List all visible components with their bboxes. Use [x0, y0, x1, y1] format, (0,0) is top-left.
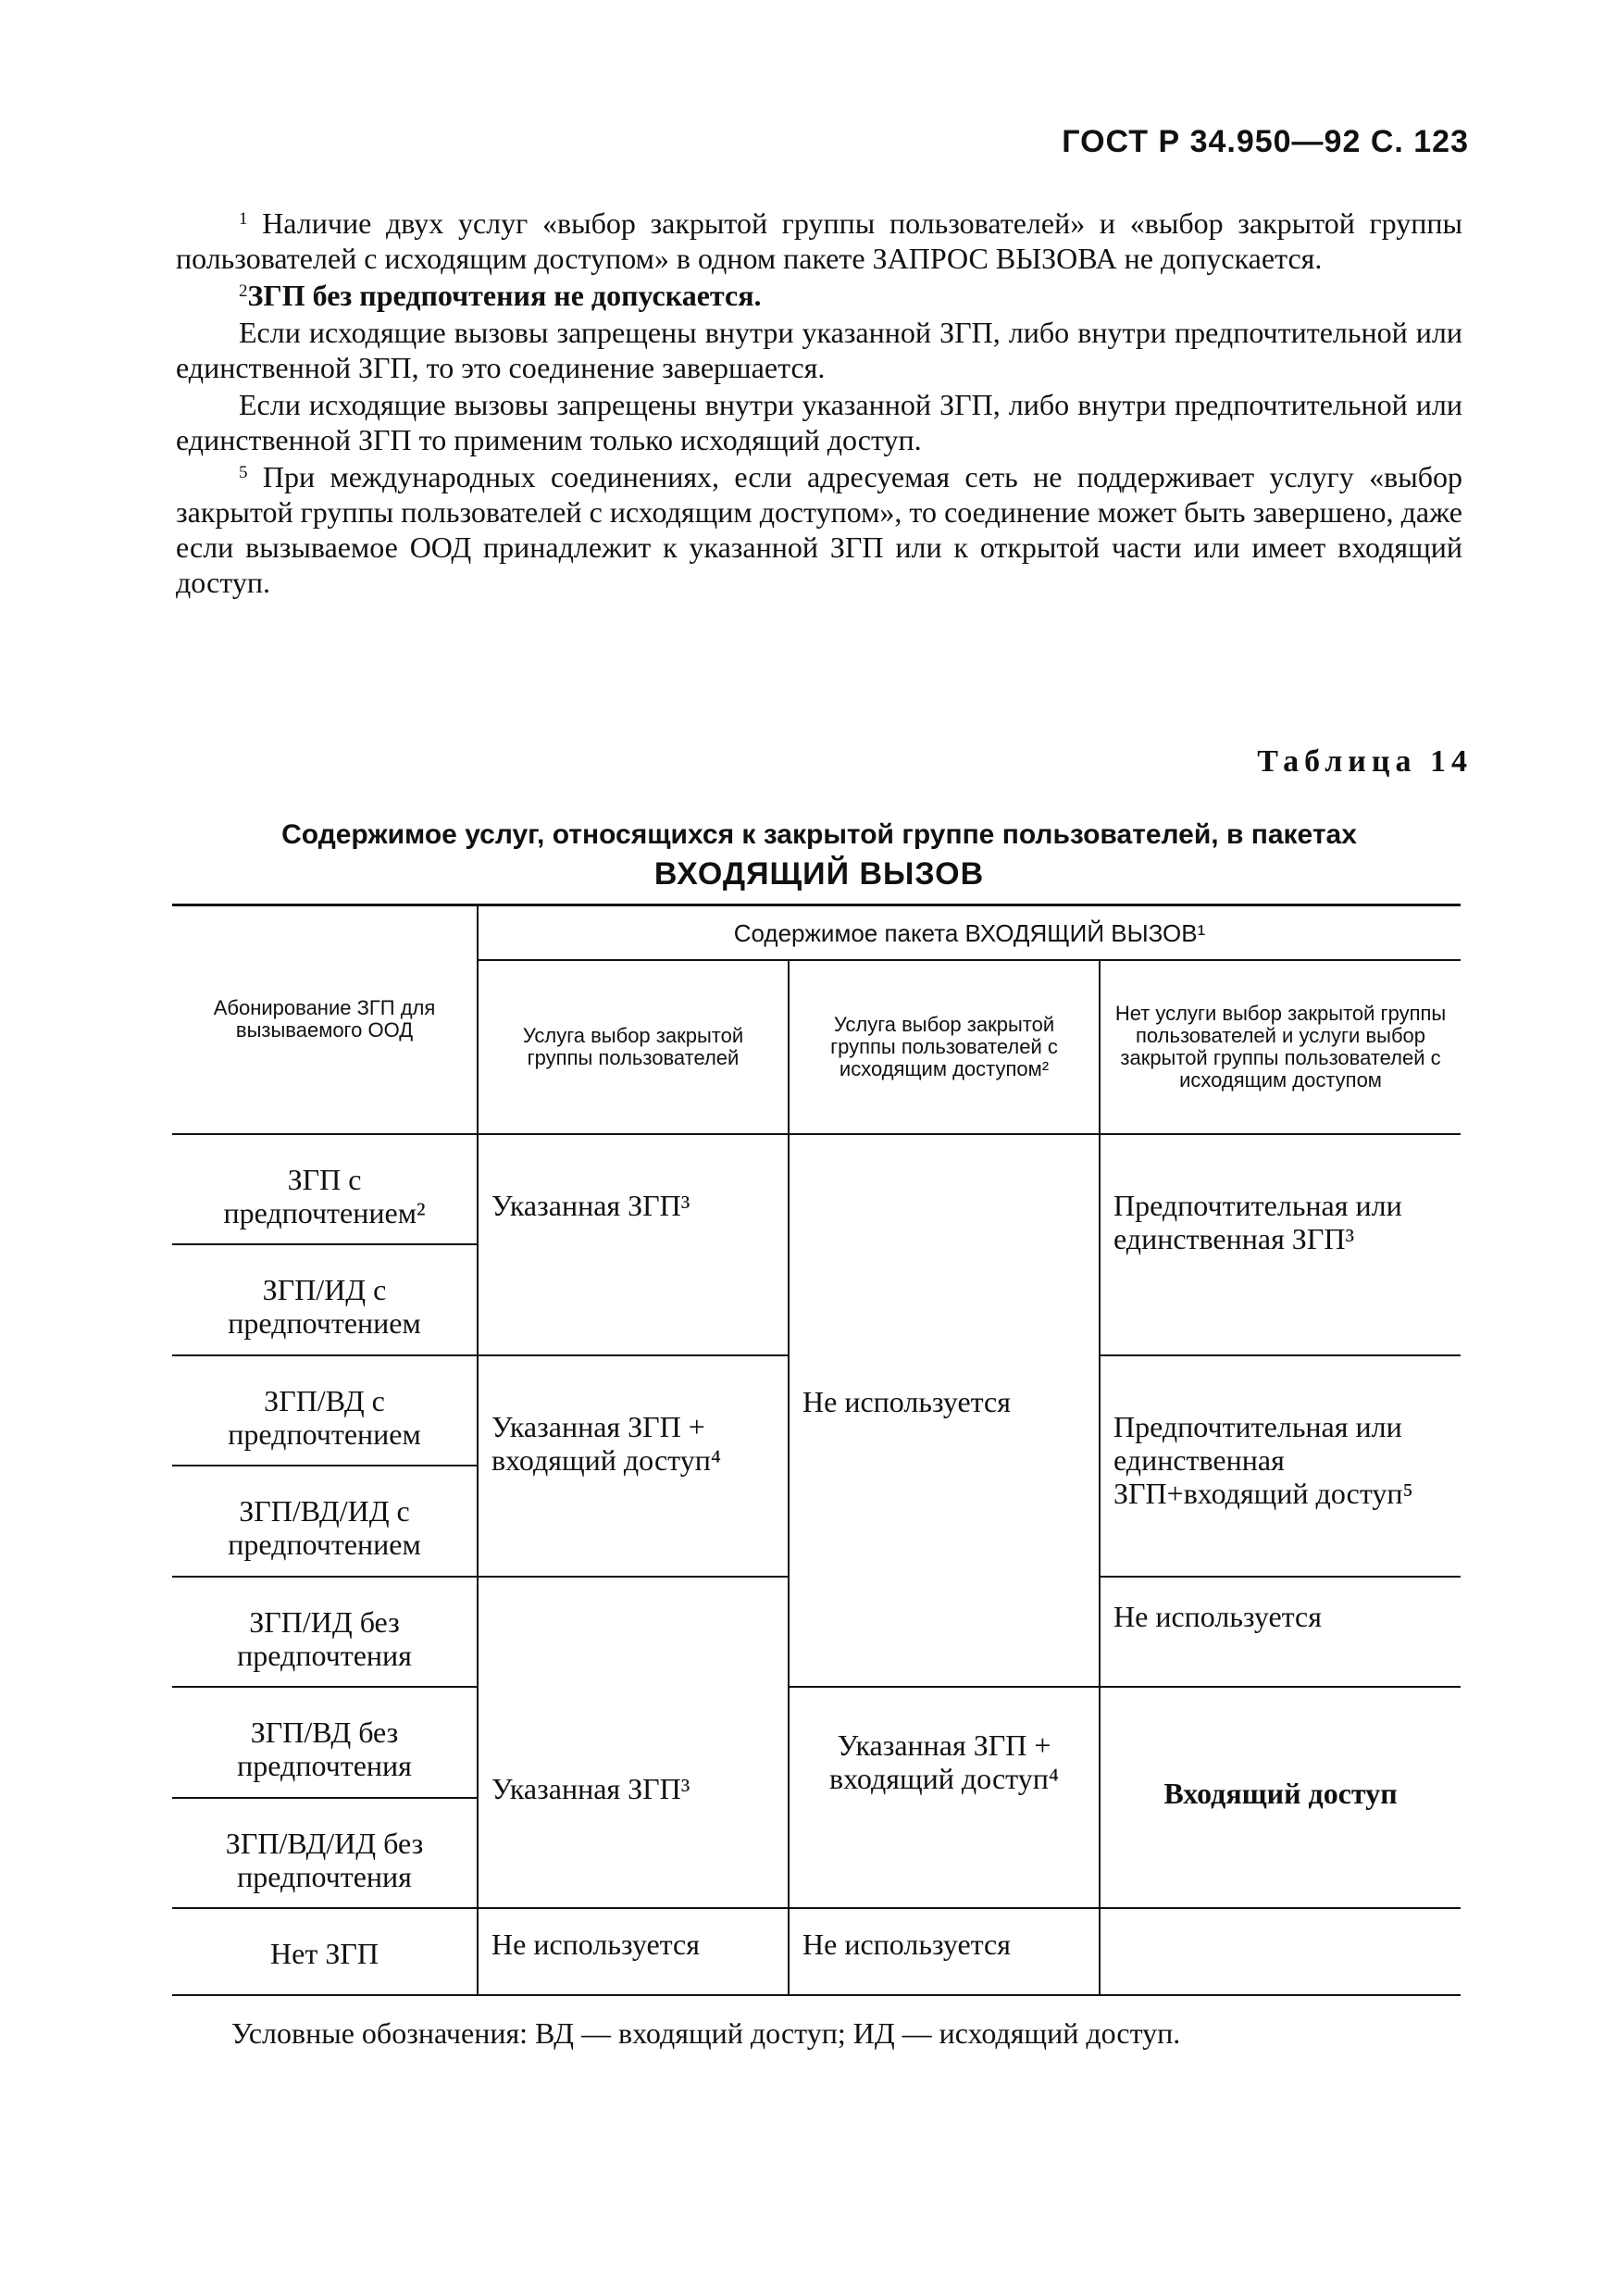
footnote-4: [176, 387, 1462, 457]
cell-indicated-cug-incoming: Указанная ЗГП + входящий доступ⁴: [478, 1355, 789, 1577]
footnote-3: [176, 315, 1462, 385]
cell-not-used-4: Не используется: [789, 1908, 1100, 1995]
row-label-5: ЗГП/ИД без предпочтения: [172, 1577, 478, 1687]
row-label-1: ЗГП с предпочтением²: [172, 1134, 478, 1244]
footnote-5-mark: 5: [239, 463, 248, 482]
row-label-6: ЗГП/ВД без предпочтения: [172, 1687, 478, 1797]
table-caption: [176, 817, 1462, 894]
cell-preferred-cug-incoming: Предпочтительная или единственная ЗГП+входящий доступ⁵: [1100, 1355, 1461, 1577]
header-subscription: Абонирование ЗГП для вызываемого ООД: [172, 905, 478, 1134]
footnote-5-text: При международных соединениях, если адресуемая сеть не поддерживает услугу «выбор закрытой группы пользователей с исходящим доступом», то соединение может быть завершено, даже если вызываемое ООД принадлежит к указанной ЗГП или к открытой части или имеет входящий доступ.: [176, 460, 1462, 599]
cell-indicated-cug-2: Указанная ЗГП³: [478, 1577, 789, 1908]
footnotes: [176, 206, 1462, 602]
cell-empty: [1100, 1908, 1461, 1995]
header-no-service: Нет услуги выбор закрытой группы пользователей и услуги выбор закрытой группы пользователей с исходящим доступом: [1100, 960, 1461, 1134]
cell-not-used-2: Не используется: [1100, 1577, 1461, 1687]
page-header: ГОСТ Р 34.950—92 С. 123: [1062, 124, 1469, 159]
cell-preferred-cug: Предпочтительная или единственная ЗГП³: [1100, 1134, 1461, 1355]
row-label-8: Нет ЗГП: [172, 1908, 478, 1995]
footnote-5: [176, 459, 1462, 600]
legend: Условные обозначения: ВД — входящий доступ; ИД — исходящий доступ.: [231, 2016, 1181, 2050]
cell-indicated-cug-incoming-2: Указанная ЗГП + входящий доступ⁴: [789, 1687, 1100, 1908]
header-cug-outgoing-service: Услуга выбор закрытой группы пользователей с исходящим доступом²: [789, 960, 1100, 1134]
table-caption-line-2: ВХОДЯЩИЙ ВЫЗОВ: [653, 856, 985, 892]
footnote-2: [176, 278, 1462, 313]
header-cug-service: Услуга выбор закрытой группы пользователей: [478, 960, 789, 1134]
row-label-7: ЗГП/ВД/ИД без предпочтения: [172, 1798, 478, 1908]
table-caption-line-1: Содержимое услуг, относящихся к закрытой группе пользователей, в пакетах: [281, 819, 1357, 850]
footnote-3-text: Если исходящие вызовы запрещены внутри указанной ЗГП, либо внутри предпочтительной или единственной ЗГП, то это соединение завершается.: [176, 316, 1462, 384]
cell-indicated-cug-1: Указанная ЗГП³: [478, 1134, 789, 1355]
row-label-4: ЗГП/ВД/ИД с предпочтением: [172, 1466, 478, 1576]
services-table: [172, 904, 1461, 1996]
footnote-2-mark: 2: [239, 281, 248, 301]
footnote-4-text: Если исходящие вызовы запрещены внутри указанной ЗГП, либо внутри предпочтительной или единственной ЗГП то применим только исходящий доступ.: [176, 388, 1462, 456]
row-label-3: ЗГП/ВД с предпочтением: [172, 1355, 478, 1466]
cell-incoming-access: Входящий доступ: [1100, 1687, 1461, 1908]
table-number: Таблица 14: [1257, 744, 1473, 779]
footnote-1-text: Наличие двух услуг «выбор закрытой группы пользователей» и «выбор закрытой группы пользователей с исходящим доступом» в одном пакете ЗАПРОС ВЫЗОВА не допускается.: [176, 206, 1462, 275]
footnote-2-text: ЗГП без предпочтения не допускается.: [247, 279, 762, 312]
cell-not-used-3: Не используется: [478, 1908, 789, 1995]
row-label-2: ЗГП/ИД с предпочтением: [172, 1244, 478, 1354]
footnote-1-mark: 1: [239, 209, 248, 229]
cell-not-used-1: Не используется: [789, 1134, 1100, 1687]
footnote-1: [176, 206, 1462, 276]
header-packet-contents: Содержимое пакета ВХОДЯЩИЙ ВЫЗОВ¹: [478, 905, 1461, 961]
